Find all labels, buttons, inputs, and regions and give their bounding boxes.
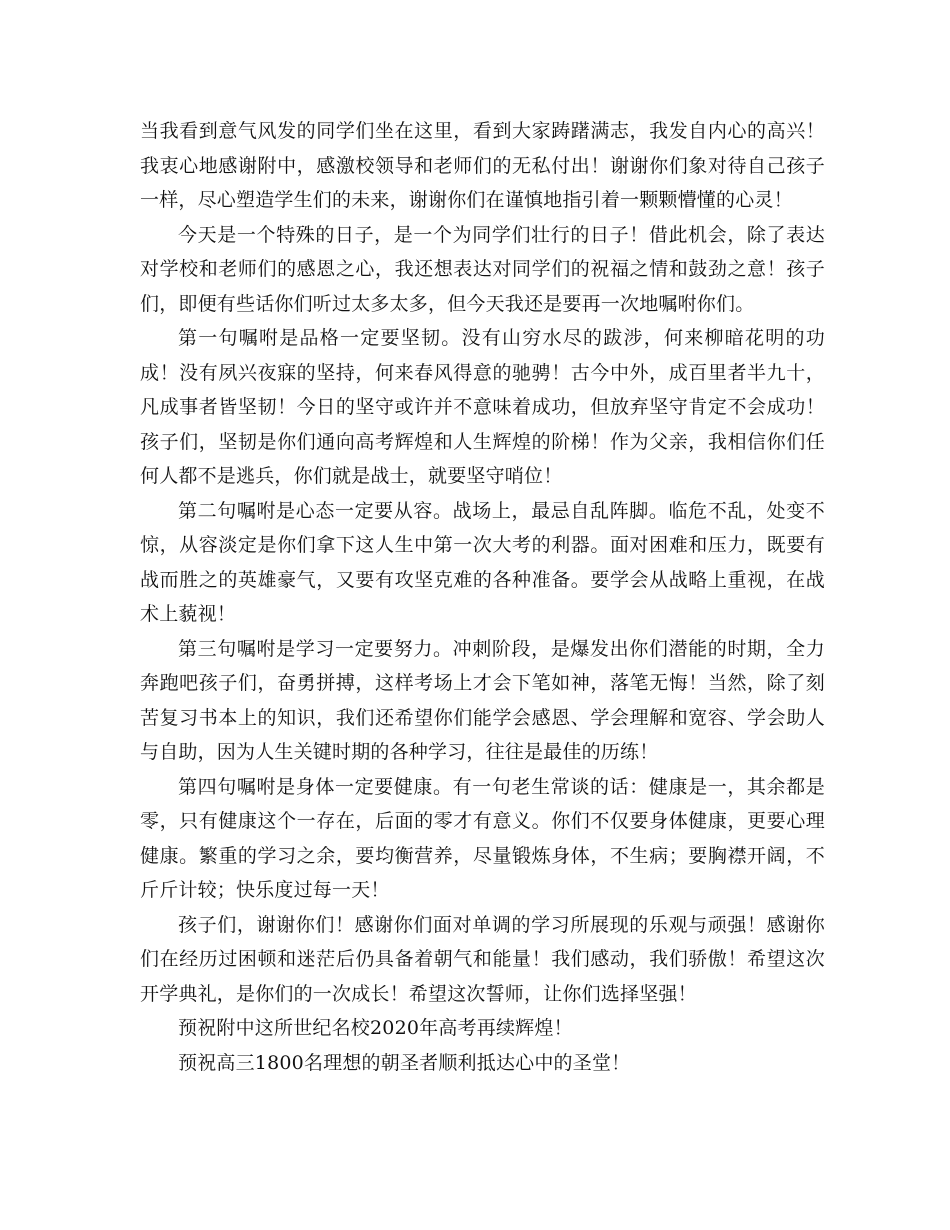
paragraph-advice-health: 第四句嘱咐是身体一定要健康。有一句老生常谈的话：健康是一，其余都是零，只有健康这个一存在，后面的零才有意义。你们不仅要身体健康，更要心理健康。繁重的学习之余，要均衡营养，尽量锻炼身体，不生病；要胸襟开阔，不斤斤计较；快乐度过每一天！ bbox=[140, 775, 825, 901]
paragraph-gratitude: 当我看到意气风发的同学们坐在这里，看到大家踌躇满志，我发自内心的高兴！我衷心地感谢附中，感激校领导和老师们的无私付出！谢谢你们象对待自己孩子一样，尽心塑造学生们的未来，谢谢你们在谨慎地指引着一颗颗懵懂的心灵！ bbox=[140, 120, 825, 211]
paragraph-advice-composure: 第二句嘱咐是心态一定要从容。战场上，最忌自乱阵脚。临危不乱，处变不惊，从容淡定是你们拿下这人生中第一次大考的利器。面对困难和压力，既要有战而胜之的英雄豪气，又要有攻坚克难的各种准备。要学会从战略上重视，在战术上藐视！ bbox=[140, 499, 825, 625]
paragraph-advice-study: 第三句嘱咐是学习一定要努力。冲刺阶段，是爆发出你们潜能的时期，全力奔跑吧孩子们，奋勇拼搏，这样考场上才会下笔如神，落笔无悔！当然，除了刻苦复习书本上的知识，我们还希望你们能学会感恩、学会理解和宽容、学会助人与自助，因为人生关键时期的各种学习，往往是最佳的历练！ bbox=[140, 637, 825, 763]
paragraph-special-day: 今天是一个特殊的日子，是一个为同学们壮行的日子！借此机会，除了表达对学校和老师们的感恩之心，我还想表达对同学们的祝福之情和鼓劲之意！孩子们，即便有些话你们听过太多太多，但今天我还是要再一次地嘱咐你们。 bbox=[140, 223, 825, 315]
paragraph-wish-school: 预祝附中这所世纪名校2020年高考再续辉煌！ bbox=[178, 1017, 573, 1039]
paragraph-thanks: 孩子们，谢谢你们！感谢你们面对单调的学习所展现的乐观与顽强！感谢你们在经历过困顿和迷茫后仍具备着朝气和能量！我们感动，我们骄傲！希望这次开学典礼，是你们的一次成长！希望这次誓师，让你们选择坚强！ bbox=[140, 913, 825, 1005]
document-body bbox=[140, 114, 825, 1080]
paragraph-advice-perseverance: 第一句嘱咐是品格一定要坚韧。没有山穷水尽的跋涉，何来柳暗花明的功成！没有夙兴夜寐的坚持，何来春风得意的驰骋！古今中外，成百里者半九十，凡成事者皆坚韧！今日的坚守或许并不意味着成功，但放弃坚守肯定不会成功！孩子们，坚韧是你们通向高考辉煌和人生辉煌的阶梯！作为父亲，我相信你们任何人都不是逃兵，你们就是战士，就要坚守哨位！ bbox=[140, 327, 825, 487]
paragraph-wish-students: 预祝高三1800名理想的朝圣者顺利抵达心中的圣堂！ bbox=[178, 1051, 631, 1074]
